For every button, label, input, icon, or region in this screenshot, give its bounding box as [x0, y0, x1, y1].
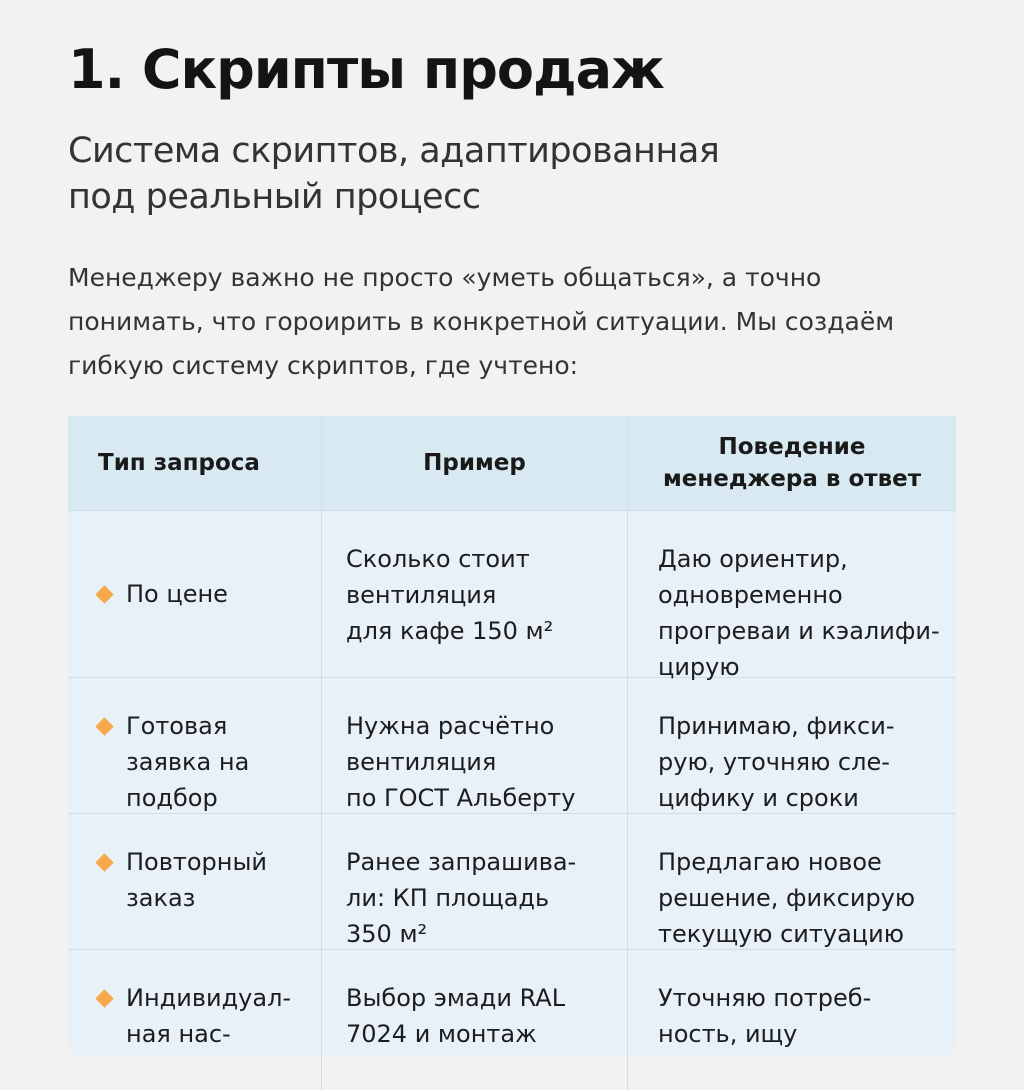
table-header-row — [68, 416, 956, 511]
type-line: Повторный — [126, 848, 268, 876]
behavior-line: цирую — [658, 653, 740, 681]
cell-behavior — [628, 814, 956, 949]
scripts-table — [68, 416, 956, 1056]
intro-line: Менеджеру важно не просто «уметь общаться», а точно — [68, 263, 822, 292]
example-line: Сколько стоит — [346, 545, 530, 573]
cell-behavior — [628, 511, 956, 681]
cell-type — [68, 511, 322, 677]
cell-type — [68, 950, 322, 1090]
cell-type — [68, 678, 322, 813]
example-line: вентиляция — [346, 581, 497, 609]
table-row — [68, 511, 956, 681]
intro-line: гибкую систему скриптов, где учтено: — [68, 351, 579, 380]
type-line: Готовая — [126, 712, 228, 740]
type-line: Индивидуал- — [126, 984, 292, 1012]
header-behavior-line: менеджера в ответ — [662, 466, 922, 492]
example-line: Нужна расчётно — [346, 712, 555, 740]
cell-example — [322, 678, 628, 813]
cell-example — [322, 511, 628, 677]
subtitle-line: под реальный процесс — [68, 177, 481, 217]
behavior-line: цифику и сроки — [658, 784, 859, 812]
example-line: по ГОСТ Альберту — [346, 784, 576, 812]
header-behavior-line: Поведение — [718, 434, 866, 460]
table-row — [68, 814, 956, 950]
cell-example — [322, 950, 628, 1090]
behavior-line: текущую ситуацию — [658, 920, 904, 948]
behavior-line: Предлагаю новое — [658, 848, 882, 876]
cell-type — [68, 814, 322, 949]
header-example — [322, 416, 628, 510]
behavior-line: рую, уточняю сле- — [658, 748, 890, 776]
header-behavior — [628, 416, 956, 510]
orange-diamond-bullet-icon — [95, 853, 113, 871]
header-type-label: Тип запроса — [98, 450, 260, 476]
type-line: ная нас- — [126, 1020, 231, 1048]
page-subtitle — [68, 128, 719, 220]
behavior-line: решение, фиксирую — [658, 884, 916, 912]
subtitle-line: Система скриптов, адаптированная — [68, 131, 720, 171]
header-example-label: Пример — [423, 450, 526, 476]
behavior-line: Даю ориентир, — [658, 545, 848, 573]
orange-diamond-bullet-icon — [95, 585, 113, 603]
type-line: По цене — [126, 580, 228, 608]
example-line: для кафе 150 м² — [346, 617, 554, 645]
cell-behavior — [628, 950, 956, 1090]
orange-diamond-bullet-icon — [95, 989, 113, 1007]
behavior-line: ность, ищу — [658, 1020, 798, 1048]
type-line: заказ — [126, 884, 196, 912]
behavior-line: Принимаю, фикси- — [658, 712, 895, 740]
example-line: 350 м² — [346, 920, 428, 948]
intro-paragraph — [68, 256, 894, 388]
type-line: подбор — [126, 784, 218, 812]
example-line: Выбор эмади RAL — [346, 984, 566, 1012]
cell-behavior — [628, 678, 956, 813]
header-behavior-label — [663, 431, 921, 495]
table-row — [68, 678, 956, 814]
intro-line: понимать, что гороирить в конкретной ситуации. Мы создаём — [68, 307, 895, 336]
example-line: ли: КП площадь — [346, 884, 550, 912]
behavior-line: одновременно — [658, 581, 843, 609]
example-line: 7024 и монтаж — [346, 1020, 537, 1048]
example-line: Ранее запрашива- — [346, 848, 577, 876]
cell-example — [322, 814, 628, 949]
type-line: заявка на — [126, 748, 250, 776]
header-type — [68, 416, 322, 510]
behavior-line: прогреваи и кэалифи- — [658, 617, 940, 645]
example-line: вентиляция — [346, 748, 497, 776]
page-title: 1. Скрипты продаж — [68, 38, 664, 101]
orange-diamond-bullet-icon — [95, 717, 113, 735]
behavior-line: Уточняю потреб- — [658, 984, 872, 1012]
table-row — [68, 950, 956, 1090]
